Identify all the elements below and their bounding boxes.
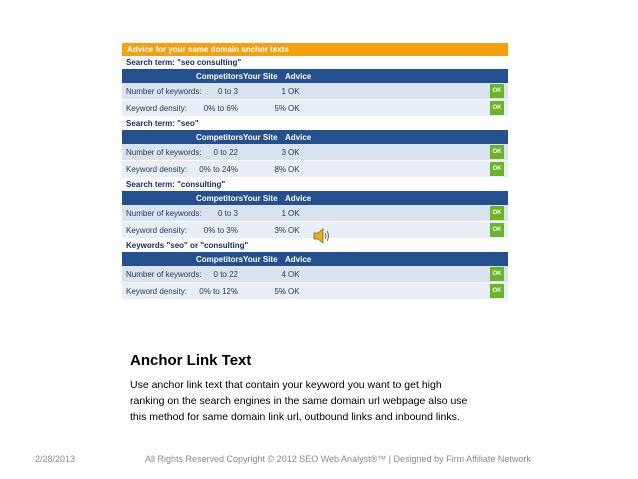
ok-status-badge: OK [490,145,504,159]
your-site-value: 4 [281,270,286,279]
column-header-your-site: Your Site [243,194,278,203]
row-label: Number of keywords: [126,148,202,157]
column-header-row [122,130,508,144]
your-site-value: 3% [274,226,286,235]
row-label: Keyword density: [126,287,187,296]
competitors-value: 0% to 24% [199,165,238,174]
advice-value: OK [288,87,300,96]
seo-advice-table [122,43,508,300]
search-term-label: Keywords "seo" or "consulting" [122,239,508,252]
column-header-your-site: Your Site [243,72,278,81]
advice-value: OK [288,287,300,296]
row-label: Keyword density: [126,226,187,235]
competitors-value: 0% to 3% [203,226,238,235]
row-label: Keyword density: [126,104,187,113]
ok-status-badge: OK [490,101,504,115]
ok-status-badge: OK [490,284,504,298]
advice-value: OK [288,148,300,157]
search-term-label: Search term: "seo" [122,117,508,130]
column-header-competitors: Competitors [196,133,244,142]
your-site-value: 1 [281,209,286,218]
table-row [122,83,508,100]
column-header-competitors: Competitors [196,255,244,264]
competitors-value: 0% to 6% [203,104,238,113]
table-row [122,205,508,222]
competitors-value: 0% to 12% [199,287,238,296]
search-term-label: Search term: "consulting" [122,178,508,191]
advice-value: OK [288,226,300,235]
search-term-label: Search term: "seo consulting" [122,56,508,69]
advice-value: OK [288,165,300,174]
ok-status-badge: OK [490,162,504,176]
column-header-advice: Advice [285,255,312,264]
your-site-value: 1 [281,87,286,96]
table-row [122,144,508,161]
row-label: Number of keywords: [126,87,202,96]
column-header-row [122,69,508,83]
competitors-value: 0 to 22 [213,270,238,279]
description-line: Use anchor link text that contain your keyword you want to get high [130,379,442,391]
table-title: Advice for your same domain anchor texts [122,43,508,56]
footer-date: 2/28/2013 [35,454,76,464]
row-label: Number of keywords: [126,209,202,218]
advice-value: OK [288,104,300,113]
your-site-value: 3 [281,148,286,157]
column-header-advice: Advice [285,194,312,203]
column-header-competitors: Competitors [196,72,244,81]
your-site-value: 8% [274,165,286,174]
table-row [122,100,508,117]
description-line: this method for same domain link url, outbound links and inbound links. [130,411,460,423]
competitors-value: 0 to 22 [213,148,238,157]
column-header-row [122,191,508,205]
column-header-row [122,252,508,266]
ok-status-badge: OK [490,206,504,220]
table-row [122,266,508,283]
competitors-value: 0 to 3 [217,209,238,218]
ok-status-badge: OK [490,223,504,237]
table-row [122,161,508,178]
column-header-competitors: Competitors [196,194,244,203]
ok-status-badge: OK [490,267,504,281]
anchor-link-description [130,377,530,425]
competitors-value: 0 to 3 [217,87,238,96]
ok-status-badge: OK [490,84,504,98]
advice-value: OK [288,209,300,218]
anchor-link-title: Anchor Link Text [130,352,252,369]
your-site-value: 5% [274,104,286,113]
column-header-your-site: Your Site [243,255,278,264]
column-header-advice: Advice [285,72,312,81]
footer-copyright: All Rights Reserved Copyright © 2012 SEO Web Analyst®™ | Designed by Firm Affiliate Network [145,454,531,464]
table-row [122,283,508,300]
row-label: Number of keywords: [126,270,202,279]
your-site-value: 5% [274,287,286,296]
row-label: Keyword density: [126,165,187,174]
advice-value: OK [288,270,300,279]
description-line: ranking on the search engines in the same domain url webpage also use [130,395,468,407]
column-header-your-site: Your Site [243,133,278,142]
speaker-icon[interactable] [312,227,332,245]
column-header-advice: Advice [285,133,312,142]
